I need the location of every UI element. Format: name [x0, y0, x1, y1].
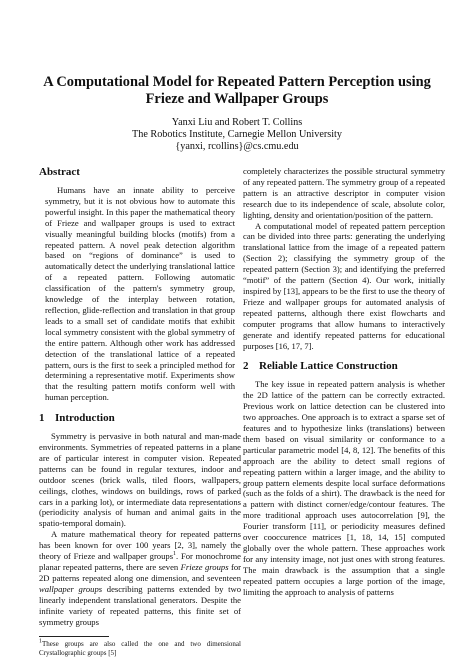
- intro-p2-text-a: A mature mathematical theory for repeated patterns has been known for over 100 years [2, 3], namely the theory of Frieze and wallpaper groups: [39, 529, 241, 562]
- abstract-section: [39, 166, 241, 403]
- left-column: [39, 166, 241, 657]
- footnote-rule: [39, 636, 109, 637]
- intro-p2-text-c: for 2D patterns repeated along one dimension, and seventeen: [39, 562, 241, 583]
- section-2-paragraph-1: The key issue in repeated pattern analysis is whether the 2D lattice of the pattern can be correctly extracted. Previous work on lattice detection can be clustered into two approaches. One approach is to extract a sparse set of features and to hypothesize links (translations) between them based on visual similarity or conformance to a particular parametric model [4, 8, 12]. The benefits of this approach are the ability to detect small regions of repeating pattern within a larger image, and the ability to group pattern elements despite local surface deformations (such as the folds of a shirt). The drawback is the need for a pattern with distinct corner/edge/contour features. The more traditional approach uses autocorrelation [9], the Fourier transform [11], or periodicity measures defined over cooccurence matrices [1, 18, 14, 15] computed globally over the whole pattern. These approaches work for any intensity image, not just ones with strong features. The main drawback is the assumption that a single repeated pattern occupies a large portion of the image, limiting the approach to analysis of patterns: [243, 379, 445, 597]
- section-1-number: 1: [39, 412, 45, 425]
- model-paragraph: A computational model of repeated pattern perception can be divided into three parts: generating the underlying translational lattice from the image of a repeated pattern (Section 2); classifying the symmetry group of the repeated pattern (Section 3); and identifying the preferred “motif” of the pattern (Section 4). Our work, initially inspired by [13], appears to be the first to use the theory of Frieze and wallpaper groups for automated analysis of repeated patterns, although there exist flowcharts and computer programs that allow humans to interactively generate and identify repeated patterns for educational purposes [16, 17, 7].: [243, 220, 445, 351]
- section-2-title: Reliable Lattice Construction: [259, 360, 398, 373]
- section-1-title: Introduction: [55, 412, 115, 425]
- section-2-heading: [243, 360, 445, 373]
- affiliation: The Robotics Institute, Carnegie Mellon University: [132, 129, 342, 140]
- footnote-ref: 1: [173, 551, 177, 558]
- footnote: [39, 640, 241, 657]
- footnote-mark: 1: [39, 639, 42, 646]
- intro-p2-text-d: describing patterns extended by two linearly independent translational generators. Despite the infinite variety of repeated patterns, this finite set of symmetry groups: [39, 583, 241, 627]
- abstract-heading: Abstract: [39, 166, 80, 178]
- intro-p2-text-b: . For monochrome planar repeated patterns, there are seven: [39, 551, 241, 572]
- intro-p2-emphasis-frieze: Frieze groups: [180, 562, 229, 572]
- title-line-2: Frieze and Wallpaper Groups: [145, 91, 329, 107]
- section-2-number: 2: [243, 360, 249, 373]
- author-email: {yanxi, rcollins}@cs.cmu.edu: [175, 141, 299, 152]
- section-1-heading: [39, 412, 241, 425]
- intro-paragraph-1: Symmetry is pervasive in both natural and man-made environments. Symmetries of repeated patterns in a plane are of particular interest in computer vision. Repeated patterns can be found in regular textures, indoor and outdoor scenes (brick walls, tiled floors, wallpapers, ceilings, clothes, windows on buildings, rows of parked cars in a parking lot), or intermediate data representations (periodicity analysis of human and animal gaits in the spatio-temporal domain).: [39, 431, 241, 529]
- footnote-text: These groups are also called the one and two dimensional Crystallographic groups [5]: [39, 640, 241, 657]
- intro-continued-paragraph: completely characterizes the possible structural symmetry of any repeated pattern. The symmetry group of a repeated pattern is an attractive descriptor in computer vision research due to its independence of scale, absolute color, lighting, density and orientation/position of the pattern.: [243, 166, 445, 220]
- abstract-text: Humans have an innate ability to perceive symmetry, but it is not obvious how to automate this powerful insight. In this paper the mathematical theory of Frieze and wallpaper groups is used to extract visually meaningful building blocks (motifs) from a repeated pattern. A novel peak detection algorithm based on “regions of dominance” is used to automatically detect the underlying translational lattice of a repeated pattern. Following automatic classification of the pattern's symmetry group, knowledge of the interplay between rotation, reflection, glide-reflection and translation in that group leads to a small set of candidate motifs that exhibit local symmetry consistent with the global symmetry of the entire pattern. Although other work has addressed detection of the translational lattice of a repeated pattern, ours is the first to seek a principled method for determining a representative motif. Experiments show that the resulting pattern motifs conform well with human perception.: [45, 185, 235, 403]
- author-names: Yanxi Liu and Robert T. Collins: [171, 117, 303, 128]
- intro-p2-emphasis-wallpaper: wallpaper groups: [39, 583, 103, 594]
- author-block: [20, 117, 454, 153]
- paper-title: [20, 74, 454, 108]
- title-line-1: A Computational Model for Repeated Pattern Perception using: [43, 74, 431, 90]
- right-column: [243, 166, 445, 598]
